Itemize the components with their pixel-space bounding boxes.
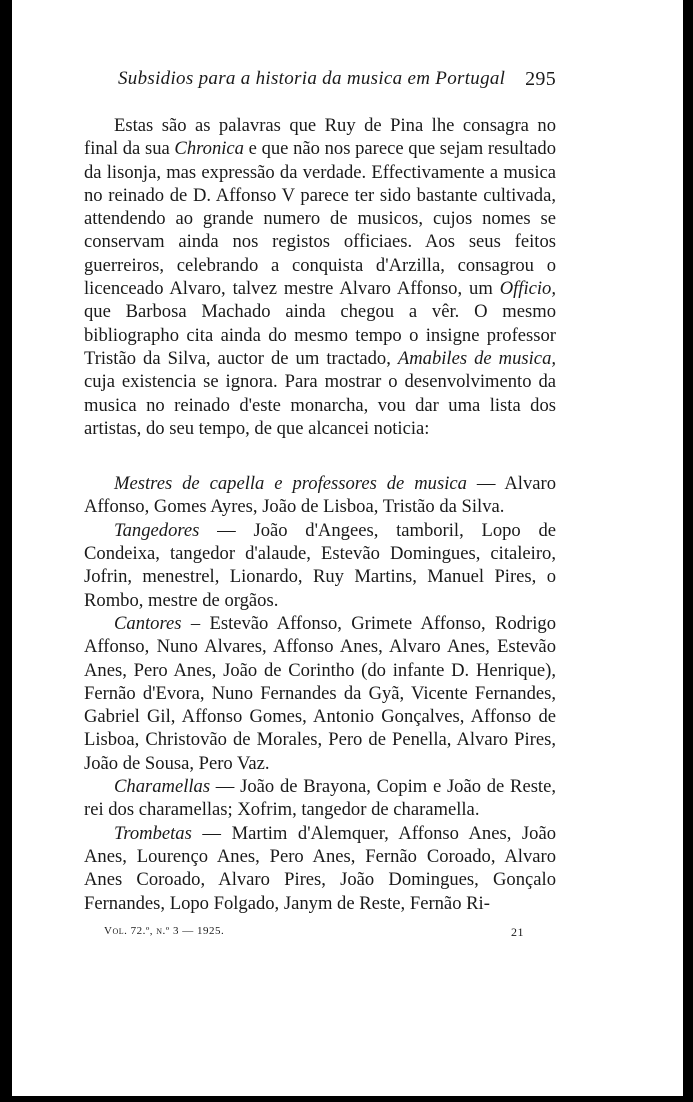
artist-list: [84, 472, 556, 915]
intro-title-chronica: Chronica: [174, 138, 244, 160]
intro-text-3: que Barbosa Machado ainda chegou a vêr. O mesmo bibliographo cita ainda do mesmo tempo o insigne professor Tristão da Silva, auctor de um tractado,: [84, 301, 556, 369]
volume-info: Vol. 72.º, n.º 3 — 1925.: [104, 925, 225, 937]
list-heading: Cantores: [114, 612, 182, 634]
list-item: [84, 472, 556, 519]
list-item: [84, 775, 556, 822]
list-text: — Alvaro Affonso, Gomes Ayres, João de Lisboa, Tristão da Silva.: [84, 473, 556, 518]
list-heading: Mestres de capella e professores de musica: [114, 473, 467, 495]
running-header: [84, 60, 556, 94]
document-page: [84, 60, 556, 915]
list-text: — Martim d'Alemquer, Affonso Anes, João Anes, Lourenço Anes, Pero Anes, Fernão Coroado, Alvaro Anes Coroado, Alvaro Pires, João Domingues, Gonçalo Fernandes, Lopo Folgado, Janym de Reste, Fernão Ri-: [84, 822, 556, 914]
page-footer: [104, 925, 524, 937]
signature-mark: 21: [511, 925, 524, 939]
running-title: Subsidios para a historia da musica em Portugal: [118, 68, 506, 89]
list-heading: Tangedores: [114, 519, 200, 541]
list-heading: Trombetas: [114, 822, 192, 844]
intro-title-officio: Officio,: [499, 278, 556, 300]
list-text: – Estevão Affonso, Grimete Affonso, Rodrigo Affonso, Nuno Alvares, Affonso Anes, Alvaro Anes, Estevão Anes, Pero Anes, João de Corintho (do infante D. Henrique), Fernão d'Evora, Nuno Fernandes da Gyã, Vicente Fernandes, Gabriel Gil, Affonso Gomes, Antonio Gonçalves, Affonso de Lisboa, Christovão de Morales, Pero de Penella, Alvaro Pires, João de Sousa, Pero Vaz.: [84, 612, 556, 774]
intro-paragraph: [84, 114, 556, 440]
intro-text-4: cuja existencia se ignora. Para mostrar o desenvolvimento da musica no reinado d'este monarcha, vou dar uma lista dos artistas, do seu tempo, de que alcancei noticia:: [84, 371, 556, 439]
list-item: [84, 612, 556, 775]
list-text: — João de Brayona, Copim e João de Reste, rei dos charamellas; Xofrim, tangedor de charamella.: [84, 776, 556, 821]
page-number: 295: [525, 68, 556, 90]
intro-text-2: e que não nos parece que sejam resultado da lisonja, mas expressão da verdade. Effectivamente a musica no reinado de D. Affonso V parece ter sido bastante cultivada, attendendo ao grande numero de musicos, cujos nomes se conservam ainda nos registos officiaes. Aos seus feitos guerreiros, celebrando a conquista d'Arzilla, consagrou o licenceado Alvaro, talvez mestre Alvaro Affonso, um: [84, 138, 556, 300]
intro-text-1: Estas são as palavras que Ruy de Pina lhe consagra no final da sua: [84, 115, 556, 160]
list-item: [84, 519, 556, 612]
list-heading: Charamellas: [114, 776, 211, 798]
list-item: [84, 822, 556, 915]
intro-title-amabiles: Amabiles de musica,: [397, 347, 557, 369]
list-text: — João d'Angees, tamboril, Lopo de Condeixa, tangedor d'alaude, Estevão Domingues, citaleiro, Jofrin, menestrel, Lionardo, Ruy Martins, Manuel Pires, o Rombo, mestre de orgãos.: [84, 519, 556, 611]
